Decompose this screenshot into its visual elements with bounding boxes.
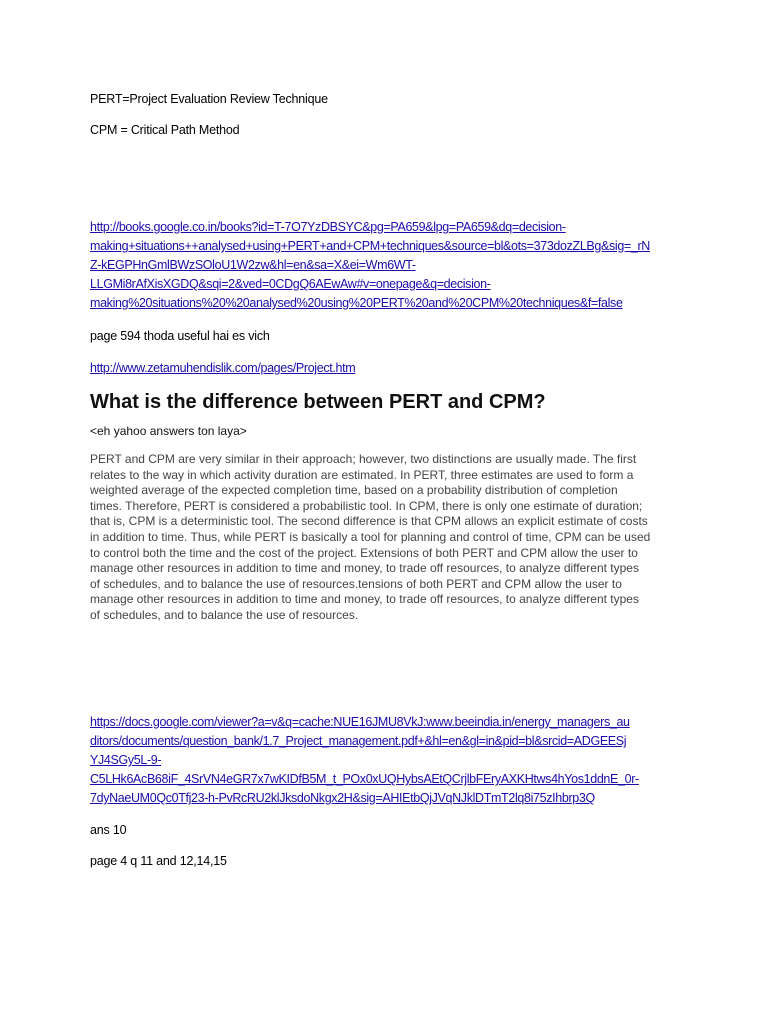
page-note: page 594 thoda useful hai es vich — [90, 329, 270, 343]
paragraph-line: relates to the way in which activity duration are estimated. In PERT, three estimates are used to form a — [90, 467, 634, 482]
link-line[interactable]: making+situations++analysed+using+PERT+and+CPM+techniques&source=bl&ots=373dozZLBg&sig=_rN — [90, 239, 650, 253]
paragraph-line: PERT and CPM are very similar in their approach; however, two distinctions are usually made. The first — [90, 452, 637, 466]
link-line[interactable]: http://books.google.co.in/books?id=T-7O7YzDBSYC&pg=PA659&lpg=PA659&dq=decision- — [90, 220, 566, 234]
answer-note: ans 10 — [90, 823, 127, 837]
paragraph-line: manage other resources in addition to time and money, to trade off resources, to analyze different types — [90, 592, 639, 607]
paragraph-line: manage other resources in addition to time and money, to trade off resources, to analyze different types — [90, 561, 639, 576]
page-question-note: page 4 q 11 and 12,14,15 — [90, 854, 227, 868]
link-line[interactable]: C5LHk6AcB68iF_4SrVN4eGR7x7wKIDfB5M_t_POx0xUQHybsAEtQCrjlbFEryAXKHtws4hYos1ddnE_0r- — [90, 772, 639, 786]
link-line[interactable]: LLGMi8rAfXisXGDQ&sqi=2&ved=0CDgQ6AEwAw#v=onepage&q=decision- — [90, 277, 491, 291]
paragraph-line: of schedules, and to balance the use of resources. — [90, 607, 359, 622]
paragraph-line: to control both the time and the cost of the project. Extensions of both PERT and CPM allow the user to — [90, 545, 638, 560]
paragraph-line: times. Therefore, PERT is considered a probabilistic tool. In CPM, there is only one estimate of duration; — [90, 498, 643, 513]
article-heading: What is the difference between PERT and CPM? — [90, 391, 546, 413]
cpm-definition: CPM = Critical Path Method — [90, 123, 240, 137]
link-line[interactable]: https://docs.google.com/viewer?a=v&q=cache:NUE16JMU8VkJ:www.beeindia.in/energy_managers_au — [90, 715, 630, 729]
link-line[interactable]: making%20situations%20%20analysed%20using%20PERT%20and%20CPM%20techniques&f=false — [90, 296, 623, 310]
article-paragraph — [90, 452, 680, 624]
paragraph-line: in addition to time. Thus, while PERT is basically a tool for planning and control of time, CPM can be used — [90, 529, 651, 544]
link-line[interactable]: 7dyNaeUM0Qc0Tfj23-h-PvRcRU2klJksdoNkgx2H&sig=AHIEtbQjJVqNJklDTmT2lq8i75zIhbrp3Q — [90, 791, 595, 805]
link-line[interactable]: ditors/documents/question_bank/1.7_Project_management.pdf+&hl=en&gl=in&pid=bl&srcid=ADGEESj — [90, 734, 627, 748]
paragraph-line: that is, CPM is a deterministic tool. The second difference is that CPM allows an explicit estimate of costs — [90, 514, 648, 529]
link-line[interactable]: YJ4SGy5L-9- — [90, 753, 162, 767]
link-line[interactable]: Z-kEGPHnGmlBWzSOloU1W2zw&hl=en&sa=X&ei=Wm6WT- — [90, 258, 416, 272]
paragraph-line: of schedules, and to balance the use of resources.tensions of both PERT and CPM allow the user to — [90, 576, 622, 591]
article-source: <eh yahoo answers ton laya> — [90, 424, 247, 438]
zetamuhendislik-link[interactable]: http://www.zetamuhendislik.com/pages/Project.htm — [90, 361, 356, 375]
paragraph-line: weighted average of the expected completion time, based on a probability distribution of completion — [90, 483, 618, 498]
pert-definition: PERT=Project Evaluation Review Technique — [90, 92, 328, 106]
